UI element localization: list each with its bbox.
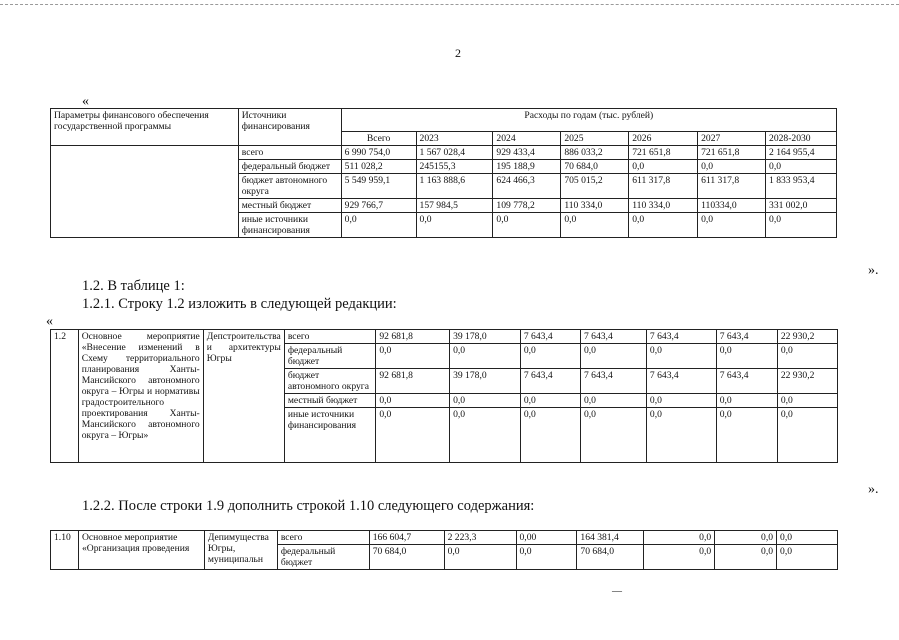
value-cell: 0,0 xyxy=(629,160,698,174)
value-cell: 0,0 xyxy=(646,394,716,408)
value-cell: 70 684,0 xyxy=(561,160,629,174)
value-cell: 705 015,2 xyxy=(561,174,629,199)
value-cell: 0,0 xyxy=(580,394,646,408)
activity-name: Основное мероприятие «Организация проведения xyxy=(78,531,204,570)
value-cell: 7 643,4 xyxy=(716,330,777,344)
value-cell: 7 643,4 xyxy=(716,369,777,394)
value-cell: 0,0 xyxy=(646,344,716,369)
source-label: всего xyxy=(277,531,369,545)
source-label: местный бюджет xyxy=(284,394,376,408)
activity-name: Основное мероприятие «Внесение изменений в Схему территориального планирования Ханты-Мансийского автономного округа – Югры и нормативы градостроительного проектирования Ханты-Мансийского автономного округа – Югры» xyxy=(78,330,203,463)
value-cell: 0,0 xyxy=(580,344,646,369)
value-cell: 721 651,8 xyxy=(698,146,766,160)
row-number: 1.10 xyxy=(51,531,79,570)
value-cell: 511 028,2 xyxy=(341,160,416,174)
year-header: 2025 xyxy=(561,132,629,146)
value-cell: 929 766,7 xyxy=(341,199,416,213)
value-cell: 1 567 028,4 xyxy=(416,146,493,160)
value-cell: 0,0 xyxy=(646,408,716,463)
value-cell: 70 684,0 xyxy=(577,545,644,570)
year-header: Всего xyxy=(341,132,416,146)
value-cell: 22 930,2 xyxy=(777,330,837,344)
value-cell: 0,0 xyxy=(520,344,580,369)
source-label: всего xyxy=(284,330,376,344)
value-cell: 157 984,5 xyxy=(416,199,493,213)
value-cell: 0,0 xyxy=(716,394,777,408)
value-cell: 7 643,4 xyxy=(520,369,580,394)
value-cell: 70 684,0 xyxy=(369,545,444,570)
value-cell: 195 188,9 xyxy=(493,160,561,174)
value-cell: 886 033,2 xyxy=(561,146,629,160)
value-cell: 0,0 xyxy=(766,213,837,238)
value-cell: 0,00 xyxy=(516,531,577,545)
value-cell: 166 604,7 xyxy=(369,531,444,545)
year-header: 2026 xyxy=(629,132,698,146)
value-cell: 7 643,4 xyxy=(646,369,716,394)
value-cell: 0,0 xyxy=(416,213,493,238)
value-cell: 0,0 xyxy=(493,213,561,238)
value-cell: 7 643,4 xyxy=(646,330,716,344)
value-cell: 39 178,0 xyxy=(450,369,521,394)
source-label: бюджет автономного округа xyxy=(284,369,376,394)
source-label: бюджет автономного округа xyxy=(238,174,341,199)
source-label: федеральный бюджет xyxy=(238,160,341,174)
source-label: всего xyxy=(238,146,341,160)
value-cell: 0,0 xyxy=(520,394,580,408)
value-cell: 0,0 xyxy=(777,344,837,369)
scan-edge-line xyxy=(0,4,899,5)
value-cell: 624 466,3 xyxy=(493,174,561,199)
executor: Депстроительства и архитектуры Югры xyxy=(203,330,284,463)
value-cell: 0,0 xyxy=(716,408,777,463)
value-cell: 0,0 xyxy=(777,408,837,463)
value-cell: 164 381,4 xyxy=(577,531,644,545)
value-cell: 0,0 xyxy=(444,545,516,570)
page-number: 2 xyxy=(455,46,461,60)
col-header-sources: Источники финансирования xyxy=(238,109,341,146)
value-cell: 0,0 xyxy=(516,545,577,570)
value-cell: 6 990 754,0 xyxy=(341,146,416,160)
row-1-10-table xyxy=(50,530,838,570)
value-cell: 721 651,8 xyxy=(629,146,698,160)
col-header-expenses: Расходы по годам (тыс. рублей) xyxy=(341,109,836,132)
source-label: федеральный бюджет xyxy=(284,344,376,369)
value-cell: 0,0 xyxy=(766,160,837,174)
row-1-2-table xyxy=(50,329,838,463)
value-cell: 5 549 959,1 xyxy=(341,174,416,199)
value-cell: 0,0 xyxy=(715,545,777,570)
value-cell: 0,0 xyxy=(376,344,450,369)
year-header: 2023 xyxy=(416,132,493,146)
financing-parameters-table xyxy=(50,108,837,238)
closing-quote: ». xyxy=(868,482,879,497)
value-cell: 7 643,4 xyxy=(580,369,646,394)
value-cell: 0,0 xyxy=(629,213,698,238)
value-cell: 0,0 xyxy=(698,213,766,238)
value-cell: 929 433,4 xyxy=(493,146,561,160)
source-label: иные источники финансирования xyxy=(284,408,376,463)
source-label: местный бюджет xyxy=(238,199,341,213)
source-label: иные источники финансирования xyxy=(238,213,341,238)
value-cell: 2 223,3 xyxy=(444,531,516,545)
value-cell: 1 833 953,4 xyxy=(766,174,837,199)
value-cell: 109 778,2 xyxy=(493,199,561,213)
value-cell: 0,0 xyxy=(644,531,715,545)
value-cell: 611 317,8 xyxy=(629,174,698,199)
value-cell: 110 334,0 xyxy=(561,199,629,213)
value-cell: 7 643,4 xyxy=(580,330,646,344)
value-cell: 0,0 xyxy=(777,394,837,408)
value-cell: 0,0 xyxy=(644,545,715,570)
value-cell: 0,0 xyxy=(376,408,450,463)
source-label: федеральный бюджет xyxy=(277,545,369,570)
year-header: 2024 xyxy=(493,132,561,146)
value-cell: 0,0 xyxy=(450,344,521,369)
value-cell: 245155,3 xyxy=(416,160,493,174)
value-cell: 0,0 xyxy=(580,408,646,463)
page-mark: ― xyxy=(612,586,622,597)
opening-quote: « xyxy=(46,314,53,329)
value-cell: 0,0 xyxy=(520,408,580,463)
value-cell: 0,0 xyxy=(777,531,838,545)
value-cell: 39 178,0 xyxy=(450,330,521,344)
value-cell: 0,0 xyxy=(698,160,766,174)
value-cell: 0,0 xyxy=(341,213,416,238)
value-cell: 611 317,8 xyxy=(698,174,766,199)
value-cell: 0,0 xyxy=(376,394,450,408)
value-cell: 110 334,0 xyxy=(629,199,698,213)
value-cell: 92 681,8 xyxy=(376,330,450,344)
value-cell: 110334,0 xyxy=(698,199,766,213)
value-cell: 7 643,4 xyxy=(520,330,580,344)
value-cell: 0,0 xyxy=(561,213,629,238)
value-cell: 0,0 xyxy=(715,531,777,545)
value-cell: 1 163 888,6 xyxy=(416,174,493,199)
opening-quote: « xyxy=(82,94,89,109)
empty-cell xyxy=(51,146,239,238)
value-cell: 0,0 xyxy=(450,408,521,463)
value-cell: 0,0 xyxy=(716,344,777,369)
closing-quote: ». xyxy=(868,263,879,278)
year-header: 2027 xyxy=(698,132,766,146)
value-cell: 331 002,0 xyxy=(766,199,837,213)
row-number: 1.2 xyxy=(51,330,79,463)
executor: Депимущества Югры, муниципальн xyxy=(204,531,277,570)
value-cell: 2 164 955,4 xyxy=(766,146,837,160)
paragraph-1-2: 1.2. В таблице 1: xyxy=(82,278,185,294)
paragraph-1-2-1: 1.2.1. Строку 1.2 изложить в следующей редакции: xyxy=(82,296,397,312)
paragraph-1-2-2: 1.2.2. После строки 1.9 дополнить строкой 1.10 следующего содержания: xyxy=(82,498,535,514)
col-header-parameters: Параметры финансового обеспечения государственной программы xyxy=(51,109,239,146)
value-cell: 0,0 xyxy=(450,394,521,408)
value-cell: 92 681,8 xyxy=(376,369,450,394)
value-cell: 0,0 xyxy=(777,545,838,570)
year-header: 2028-2030 xyxy=(766,132,837,146)
value-cell: 22 930,2 xyxy=(777,369,837,394)
